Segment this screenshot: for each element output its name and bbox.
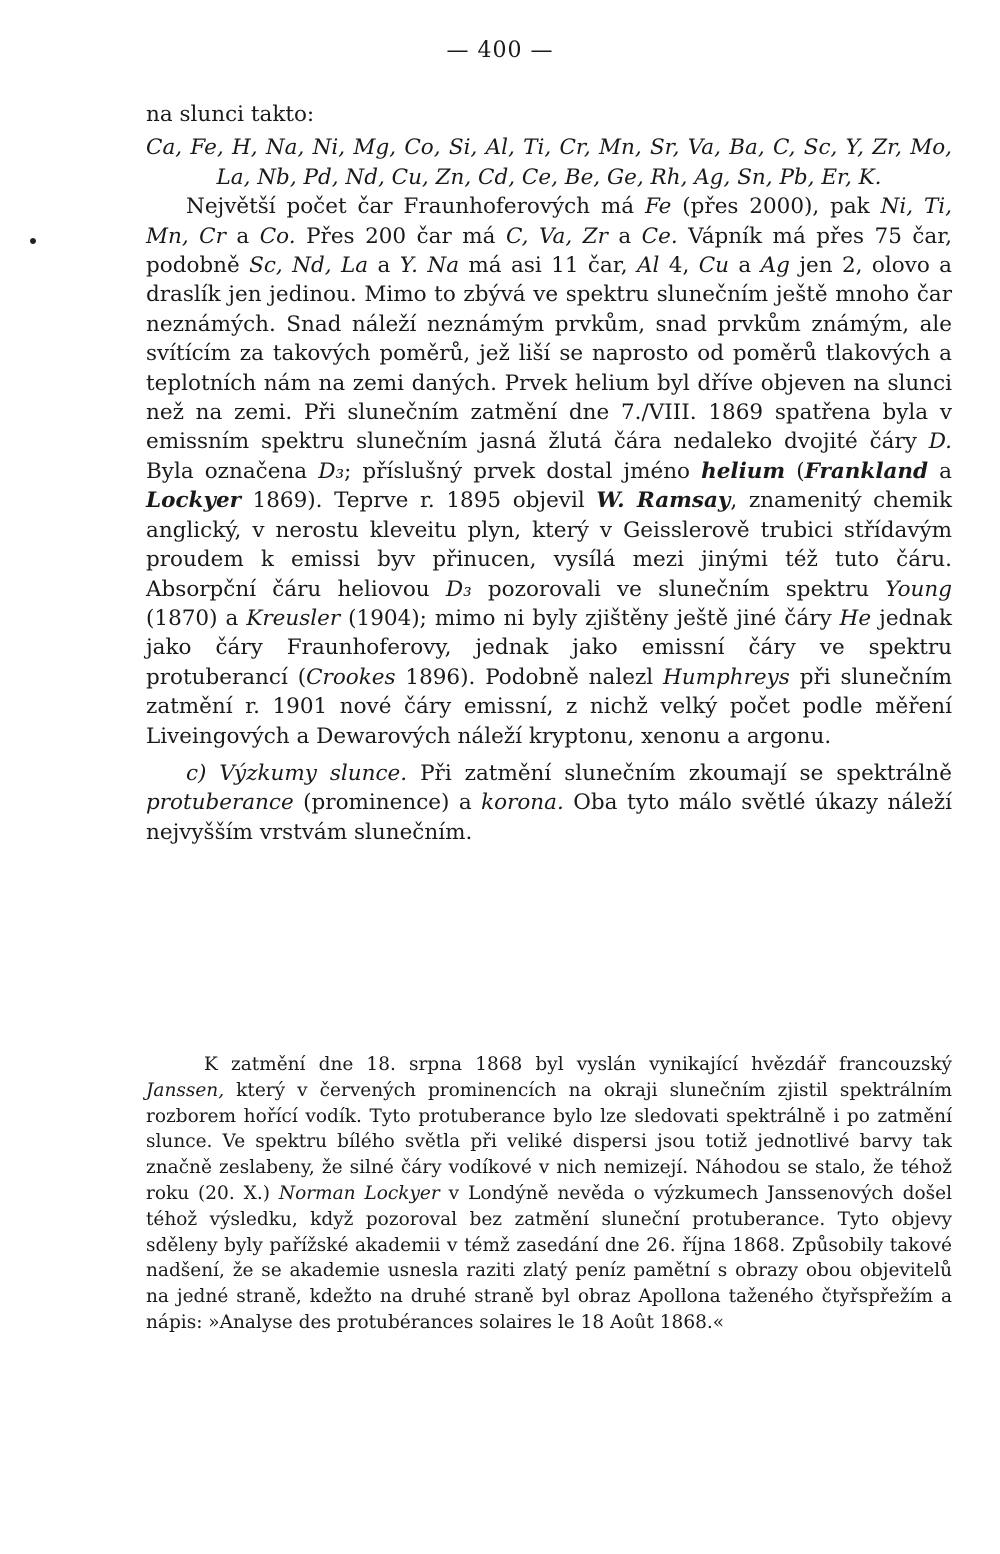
text: pozorovali ve slunečním spektru <box>471 576 886 602</box>
bold-italic-text: Frankland <box>804 458 929 484</box>
text: který v červených prominencích na okraji slunečním zjistil spektrálním rozborem hořící vodík. Tyto protuberance bylo lze sledovati spektrálně i po zatmění slunce. Ve spektru bílého světla při veliké dispersi jsou totiž jednotlivé barvy tak značně zeslabeny, že silné čáry vodíkové v nich nemizejí. Náhodou se stalo, že téhož roku (20. X.) <box>146 1079 952 1204</box>
text: (přes 2000), pak <box>671 194 881 220</box>
text: a <box>607 223 642 249</box>
italic-text: Fe <box>644 194 672 220</box>
italic-text: Co. <box>259 223 296 249</box>
italic-text: Crookes <box>306 664 396 690</box>
italic-text: Ce. <box>641 223 678 249</box>
italic-text: protuberance <box>146 790 294 816</box>
text: Byla označena <box>146 458 319 484</box>
text: , znamenitý chemik anglický, v nerostu kleveitu plyn, který v Geisslerově trubici střídavým proudem k emissi byv přinucen, vysílá mezi jinými též tuto čáru. Absorpční čáru heliovou <box>146 488 952 602</box>
elements-list: Ca, Fe, H, Na, Ni, Mg, Co, Si, Al, Ti, Cr, Mn, Sr, Va, Ba, C, Sc, Y, Zr, Mo, La, Nb, Pd, Nd, Cu, Zn, Cd, Ce, Be, Ge, Rh, Ag, Sn, Pb, Er, K. <box>146 135 952 190</box>
text: Vápník má přes 75 čar, podobně <box>146 223 952 279</box>
section-label: c) Výzkumy slunce. <box>186 760 408 786</box>
text: jednak jako čáry Fraunhoferovy, jednak jako emissní čáry ve spektru protuberancí ( <box>146 605 952 690</box>
bold-italic-text: W. Ramsay <box>596 488 731 514</box>
italic-text: Ni, Ti, Mn, Cr <box>146 194 952 249</box>
bold-italic-text: helium <box>701 458 786 484</box>
text: při slunečním zatmění r. 1901 nové čáry emissní, z nichž velký počet podle měření Liveingových a Dewarových náleží kryptonu, xenonu a argonu. <box>146 664 952 749</box>
text: a <box>368 253 400 279</box>
italic-text: C, Va, Zr <box>505 223 608 249</box>
intro-line: na slunci takto: <box>146 102 315 127</box>
italic-text: Humphreys <box>663 664 790 690</box>
text: (1870) a <box>146 605 247 631</box>
footnote-paragraph <box>146 1052 952 1336</box>
main-text <box>146 100 952 847</box>
text: 1896). Podobně nalezl <box>395 664 664 690</box>
bold-italic-text: Lockyer <box>146 488 241 514</box>
text: (prominence) a <box>293 790 482 816</box>
italic-text: Norman Lockyer <box>278 1182 440 1204</box>
text: Největší počet čar Fraunhoferových má <box>186 194 645 220</box>
text: (1904); mimo ni byly zjištěny ještě jiné čáry <box>340 605 840 631</box>
text: a <box>729 253 761 279</box>
italic-text: korona. <box>481 790 564 816</box>
text: má asi 11 čar, <box>459 253 637 279</box>
text: jen 2, olovo a draslík jen jedinou. Mimo to zbývá ve spektru slunečním ještě mnoho čar neznámých. Snad náleží neznámým prvkům, snad prvkům známým, ale svítícím za takových poměrů, jež liší se naprosto od poměrů tlakových a teplotních nám na zemi daných. Prvek helium byl dříve objeven na slunci než na zemi. Při slunečním zatmění dne 7./VIII. 1869 spatřena byla v emissním spektru slunečním jasná žlutá čára nedaleko dvojité čáry <box>146 253 952 455</box>
text: Při zatmění slunečním zkoumají se spektrálně <box>407 760 952 786</box>
italic-text: Janssen, <box>146 1079 225 1101</box>
italic-text: Y. Na <box>399 253 460 279</box>
text: 1869). Teprve r. 1895 objevil <box>240 488 597 514</box>
paragraph-sun-research <box>146 759 952 847</box>
italic-text: D. <box>928 429 952 455</box>
italic-text: Ag <box>760 253 790 279</box>
italic-text: D₃ <box>318 458 345 484</box>
italic-text: Young <box>885 576 953 602</box>
text: a <box>225 223 260 249</box>
text: ( <box>785 458 805 484</box>
page-number: — 400 — <box>446 38 554 63</box>
text: Oba tyto málo světlé úkazy náleží nejvyšším vrstvám slunečním. <box>146 790 953 845</box>
italic-text: Sc, Nd, La <box>249 253 369 279</box>
italic-text: Kreusler <box>246 605 341 631</box>
italic-text: He <box>839 605 872 631</box>
text: v Londýně nevěda o výzkumech Janssenových došel téhož výsledku, když pozoroval bez zatmění sluneční protuberance. Tyto objevy sděleny byly pařížské akademii v témž zasedání dne 26. října 1868. Způsobily takové nadšení, že se akademie usnesla raziti zlatý peníz pamětní s obrazy obou objevitelů na jedné straně, kdežto na druhé straně byl obraz Apollona taženého čtyřspřežím a nápis: »Analyse des protubérances solaires le 18 Août 1868.« <box>146 1182 952 1333</box>
paragraph-fraunhofer-lines <box>146 192 952 751</box>
italic-text: Cu <box>698 253 729 279</box>
text: ; příslušný prvek dostal jméno <box>344 458 702 484</box>
italic-text: D₃ <box>445 576 472 602</box>
text: K zatmění dne 18. srpna 1868 byl vyslán vynikající hvězdář francouzský <box>204 1054 952 1075</box>
text: 4, <box>659 253 699 279</box>
italic-text: Al <box>636 253 660 279</box>
text: a <box>928 458 952 484</box>
ink-speck <box>30 238 36 244</box>
text: Přes 200 čar má <box>295 223 506 249</box>
